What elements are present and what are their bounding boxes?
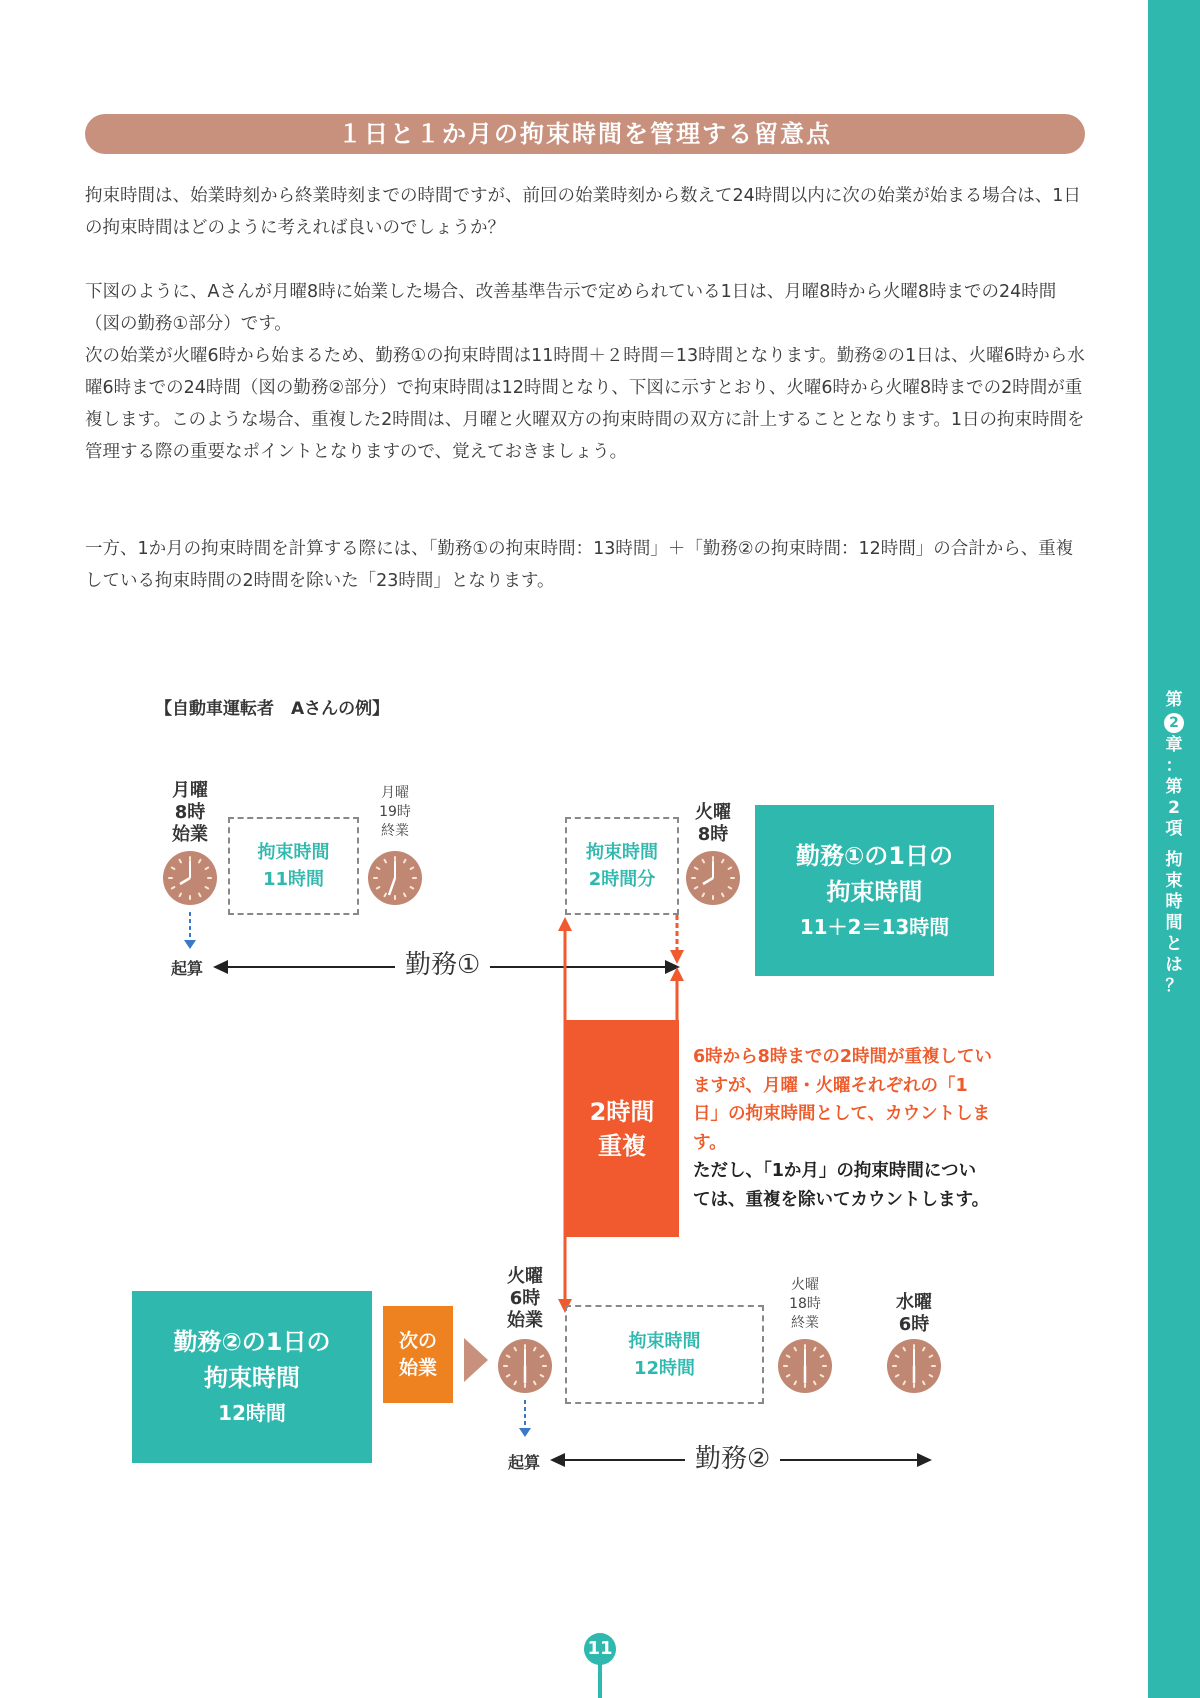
shift1-day-end-label: 火曜 8時: [695, 802, 731, 845]
chapter-tab-label: [1148, 690, 1200, 997]
shift2-summary-box: 勤務②の1日の 拘束時間 12時間: [132, 1291, 372, 1463]
overlap-note: [693, 1043, 993, 1214]
kisan-label: 起算: [171, 959, 204, 978]
shift1-start-label: 月曜 8時 始業: [172, 780, 208, 845]
section-char: は: [1165, 955, 1183, 975]
shift1-summary-box: 勤務①の1日の 拘束時間 11＋2＝13時間: [755, 805, 994, 976]
section-char: 第: [1165, 777, 1183, 797]
paragraph-example: 下図のように、Aさんが月曜8時に始業した場合、改善基準告示で定められている1日は、月曜8時から火曜8時までの24時間（図の勤務①部分）です。: [85, 282, 1057, 334]
shift1-label: 勤務①: [395, 950, 490, 980]
diagram-caption: 【自動車運転者 Aさんの例】: [155, 699, 390, 719]
section-char: 2: [1168, 798, 1180, 818]
shift2-day-end-label: 水曜 6時: [896, 1292, 932, 1335]
shift2-duty-box: 拘束時間 12時間: [565, 1305, 764, 1404]
section-char: 間: [1165, 913, 1183, 933]
kisan-arrow-icon: [515, 1400, 535, 1440]
section-char: 拘: [1165, 850, 1183, 870]
chapter-prefix: 第: [1165, 690, 1183, 710]
section-char: 項: [1165, 819, 1183, 839]
clock-icon: [887, 1339, 941, 1393]
kisan-label: 起算: [508, 1453, 541, 1472]
section-title: １日と１か月の拘束時間を管理する留意点: [85, 114, 1085, 154]
shift1-duty-box: 拘束時間 11時間: [228, 817, 359, 915]
clock-icon: [498, 1339, 552, 1393]
clock-icon: [686, 851, 740, 905]
overlap-block: 2時間 重複: [565, 1020, 679, 1237]
chapter-colon: ：: [1165, 756, 1183, 776]
shift1-extra-box: 拘束時間 2時間分: [565, 817, 679, 915]
paragraph-intro: 拘束時間は、始業時刻から終業時刻までの時間ですが、前回の始業時刻から数えて24時間以内に次の始業が始まる場合は、1日の拘束時間はどのように考えれば良いのでしょうか？: [85, 186, 1081, 238]
clock-icon: [163, 851, 217, 905]
shift2-label: 勤務②: [685, 1444, 780, 1474]
chapter-suffix: 章: [1165, 735, 1183, 755]
section-char: と: [1165, 934, 1183, 954]
paragraph-overlap: 次の始業が火曜6時から始まるため、勤務①の拘束時間は11時間＋２時間＝13時間となります。勤務②の1日は、火曜6時から水曜6時までの24時間（図の勤務②部分）で拘束時間は12時間となり、下図に示すとおり、火曜6時から火曜8時までの2時間が重複します。このような場合、重複した2時間は、月曜と火曜双方の拘束時間の双方に計上することとなります。1日の拘束時間を管理する際の重要なポイントとなりますので、覚えておきましょう。: [85, 346, 1085, 462]
paragraph-monthly: 一方、1か月の拘束時間を計算する際には、「勤務①の拘束時間：13時間」＋「勤務②の拘束時間：12時間」の合計から、重複している拘束時間の2時間を除いた「23時間」となります。: [85, 539, 1074, 591]
triangle-pointer-icon: [464, 1338, 490, 1382]
page-number: 11: [584, 1633, 616, 1665]
overlap-note-monthly: ただし、「1か月」の拘束時間については、重複を除いてカウントします。: [693, 1161, 990, 1210]
section-char: ？: [1165, 976, 1183, 996]
shift2-start-label: 火曜 6時 始業: [507, 1266, 543, 1331]
chapter-number-badge: 2: [1164, 713, 1184, 733]
page-number-stem: [598, 1662, 602, 1698]
next-start-box: 次の 始業: [383, 1306, 453, 1403]
kisan-arrow-icon: [180, 912, 200, 952]
shift2-end-label: 火曜 18時 終業: [789, 1277, 821, 1331]
shift1-end-label: 月曜 19時 終業: [379, 785, 411, 839]
clock-icon: [778, 1339, 832, 1393]
clock-icon: [368, 851, 422, 905]
overlap-note-daily: 6時から8時までの2時間が重複していますが、月曜・火曜それぞれの「1日」の拘束時間として、カウントします。: [693, 1047, 993, 1153]
section-char: 時: [1165, 892, 1183, 912]
section-char: 束: [1165, 871, 1183, 891]
